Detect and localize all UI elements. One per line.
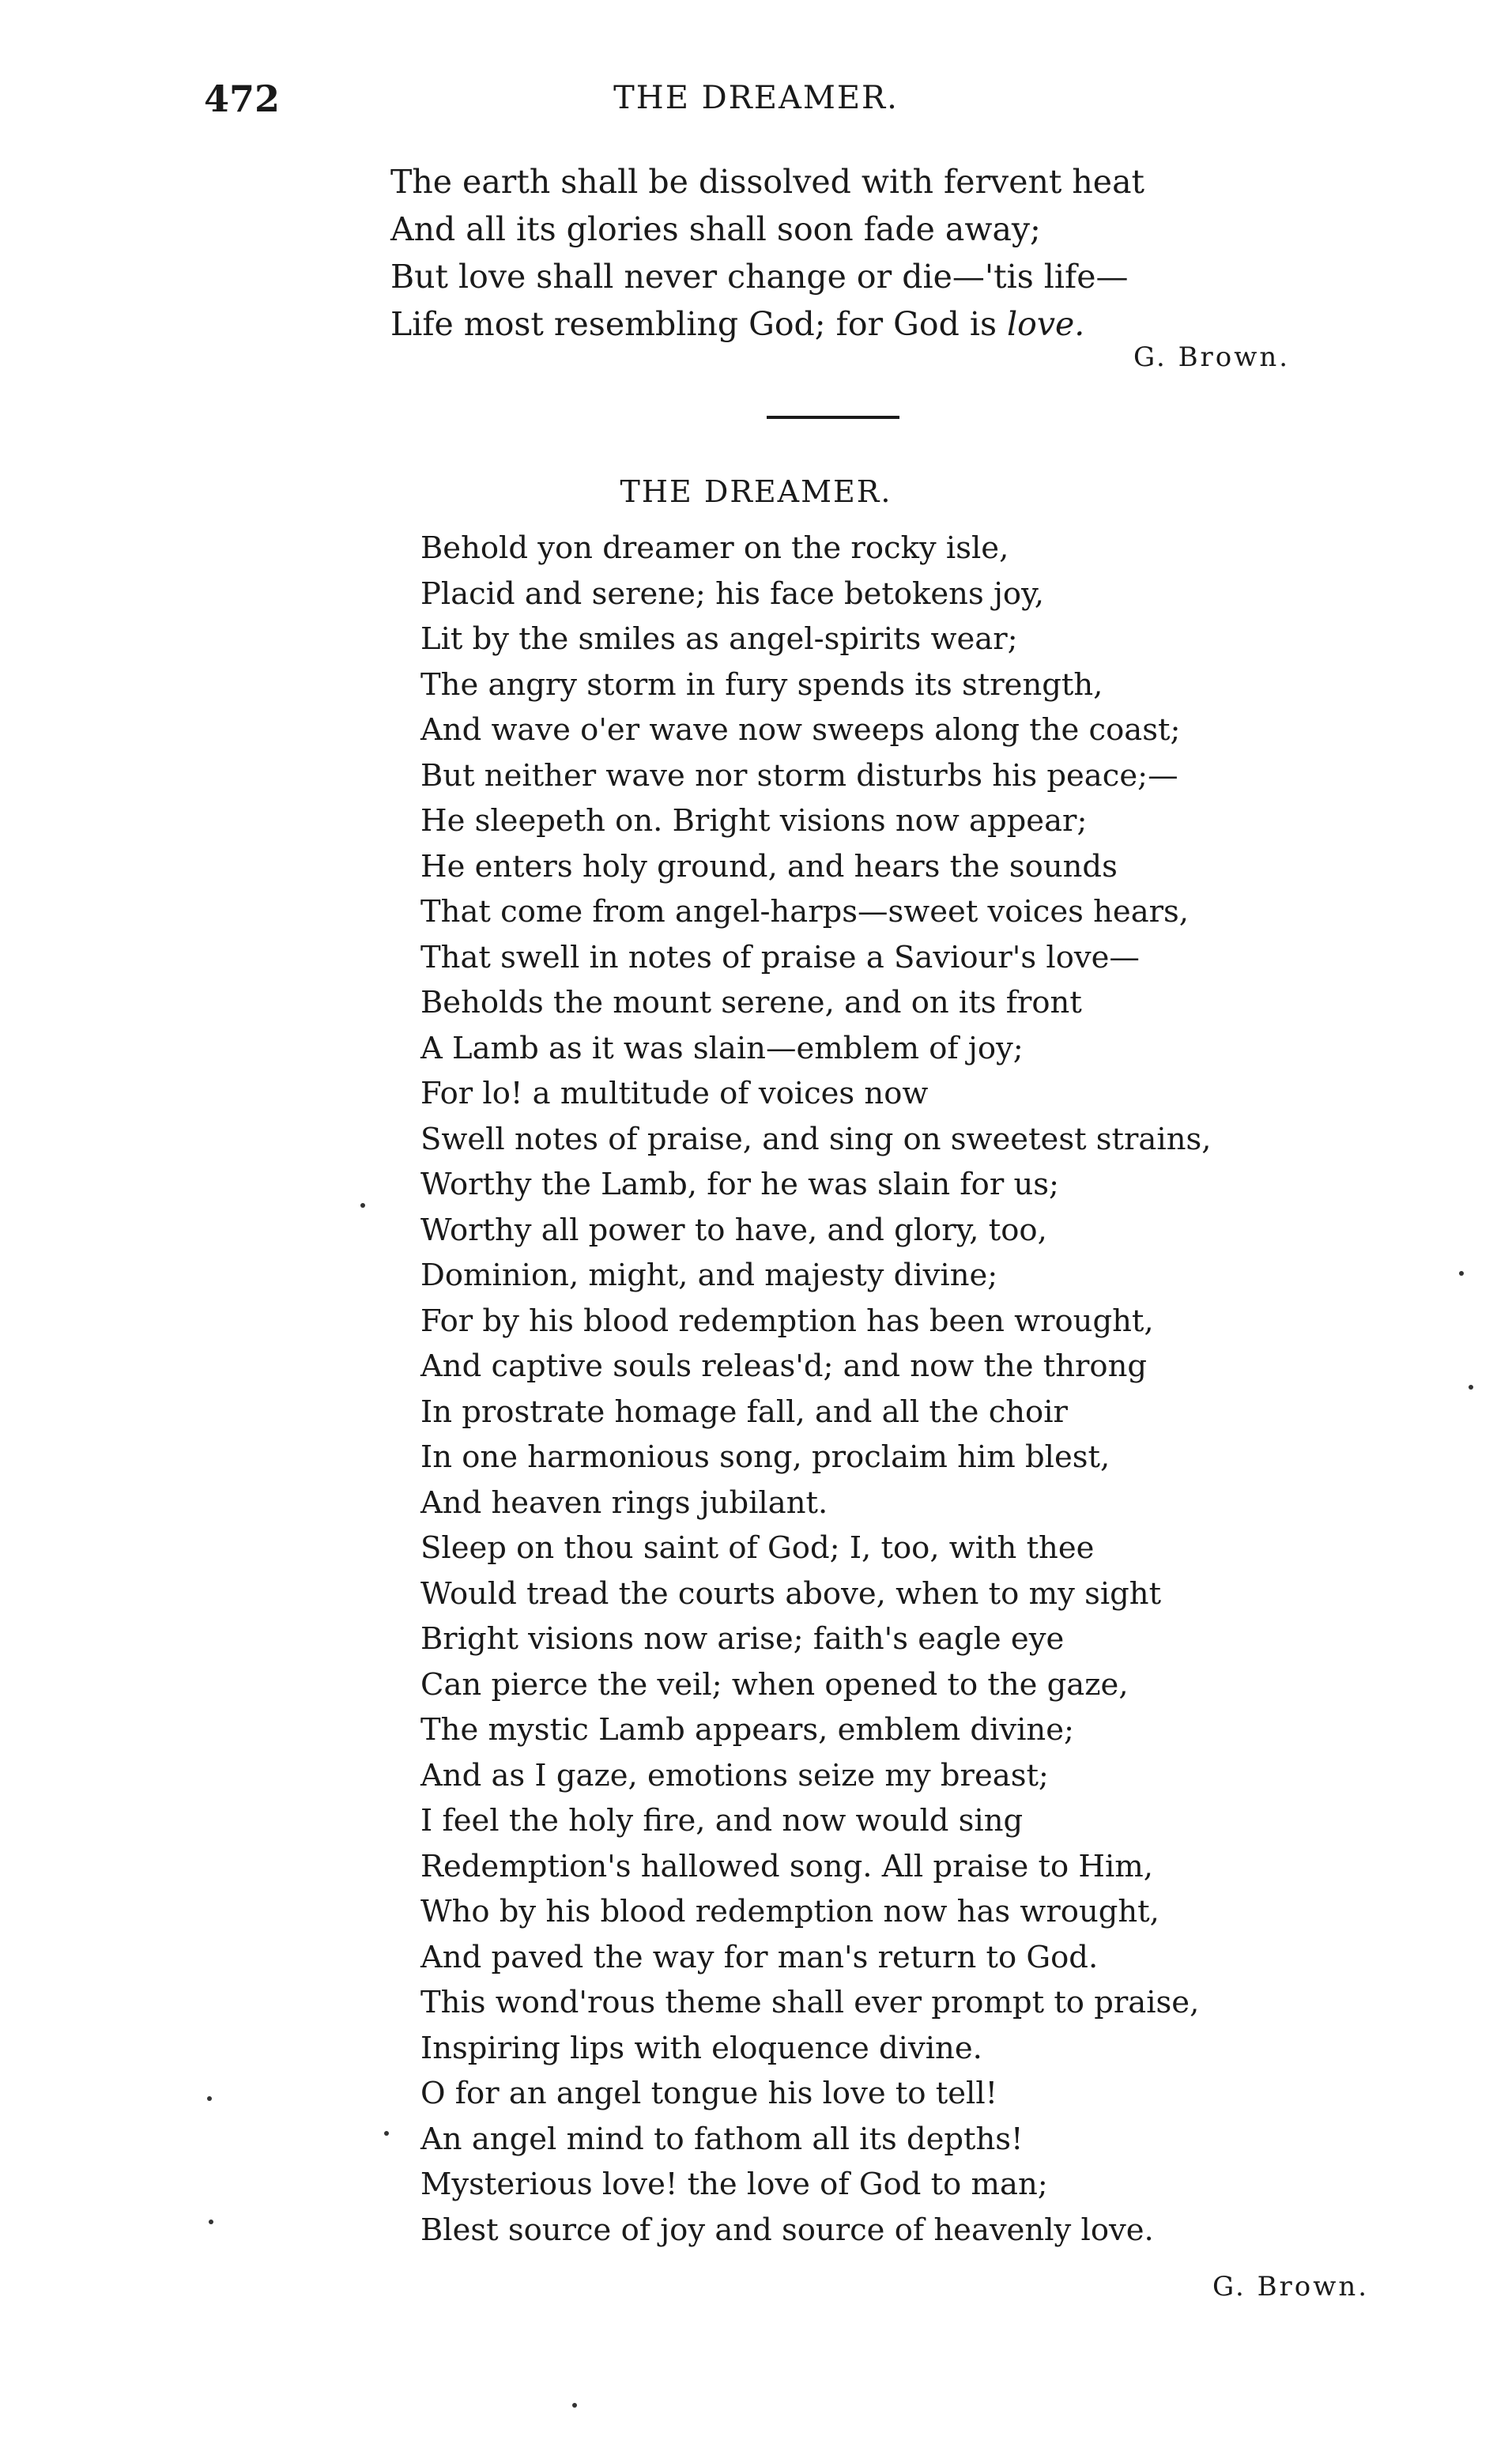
poem-line: But neither wave nor storm disturbs his peace;— [420,757,1178,794]
scan-speck [360,1203,365,1208]
running-head: THE DREAMER. [613,80,899,116]
scan-speck [384,2131,389,2136]
poem-line: And all its glories shall soon fade away; [390,210,1041,248]
poem-line: Behold yon dreamer on the rocky isle, [420,530,1009,566]
scan-speck [572,2403,577,2408]
poem-line: For by his blood redemption has been wrought, [420,1303,1154,1339]
poem-line: Redemption's hallowed song. All praise to Him, [420,1848,1154,1884]
poem-line: I feel the holy fire, and now would sing [420,1803,1024,1839]
scan-speck [1469,1385,1473,1390]
poem-line: Blest source of joy and source of heavenly love. [420,2212,1154,2248]
poem-line: And heaven rings jubilant. [420,1484,828,1521]
poem-line: Placid and serene; his face betokens joy, [420,575,1044,612]
poem-line: That come from angel-harps—sweet voices hears, [420,894,1190,930]
poem-line: Sleep on thou saint of God; I, too, with thee [420,1530,1095,1566]
poem-line: In one harmonious song, proclaim him blest, [420,1439,1110,1475]
poem-line-text: Life most resembling God; for God is [390,305,1008,343]
poem-line: Worthy the Lamb, for he was slain for us; [420,1167,1059,1202]
poem-line: And as I gaze, emotions seize my breast; [420,1757,1049,1793]
poem-line: And paved the way for man's return to God. [420,1939,1099,1975]
poem-line: The earth shall be dissolved with fervent heat [390,163,1144,201]
poem-author: G. Brown. [1212,2271,1370,2303]
poem-line: A Lamb as it was slain—emblem of joy; [420,1030,1024,1066]
poem-line: Lit by the smiles as angel-spirits wear; [420,621,1018,657]
poem-line: In prostrate homage fall, and all the choir [420,1394,1068,1430]
poem-line: The angry storm in fury spends its strength, [420,666,1103,703]
previous-poem-author: G. Brown. [1133,341,1291,373]
poem-line: For lo! a multitude of voices now [420,1076,929,1111]
poem-line: Beholds the mount serene, and on its front [420,985,1082,1020]
poem-line: But love shall never change or die—'tis life— [390,258,1129,296]
poem-line: And captive souls releas'd; and now the throng [420,1348,1148,1384]
poem-line: This wond'rous theme shall ever prompt to praise, [420,1985,1200,2020]
poem-line: He sleepeth on. Bright visions now appear; [420,803,1088,839]
poem-line: O for an angel tongue his love to tell! [420,2076,998,2111]
scan-speck [209,2220,213,2224]
poem-line: Inspiring lips with eloquence divine. [420,2030,982,2066]
poem-line: Swell notes of praise, and sing on sweetest strains, [420,1121,1212,1157]
scan-speck [1459,1271,1464,1276]
italic-word: love. [1007,305,1085,343]
poem-line: The mystic Lamb appears, emblem divine; [420,1712,1074,1748]
poem-line: Worthy all power to have, and glory, too, [420,1212,1047,1248]
poem-line: And wave o'er wave now sweeps along the coast; [420,712,1181,748]
poem-line: Mysterious love! the love of God to man; [420,2167,1048,2202]
poem-line [390,300,1144,348]
section-divider [767,416,899,419]
poem-line: Can pierce the veil; when opened to the gaze, [420,1666,1129,1703]
page-number: 472 [204,77,281,120]
poem-line: Dominion, might, and majesty divine; [420,1258,998,1293]
poem-body [420,526,1212,2253]
previous-poem-ending [390,158,1144,348]
poem-line: He enters holy ground, and hears the sounds [420,848,1118,884]
scan-speck [207,2096,212,2101]
poem-line: Who by his blood redemption now has wrought, [420,1894,1159,1929]
poem-line: Would tread the courts above, when to my sight [420,1575,1162,1612]
poem-title: THE DREAMER. [620,474,892,509]
poem-line: An angel mind to fathom all its depths! [420,2121,1024,2157]
poem-line: Bright visions now arise; faith's eagle eye [420,1621,1065,1657]
poem-line: That swell in notes of praise a Saviour's love— [420,939,1140,975]
